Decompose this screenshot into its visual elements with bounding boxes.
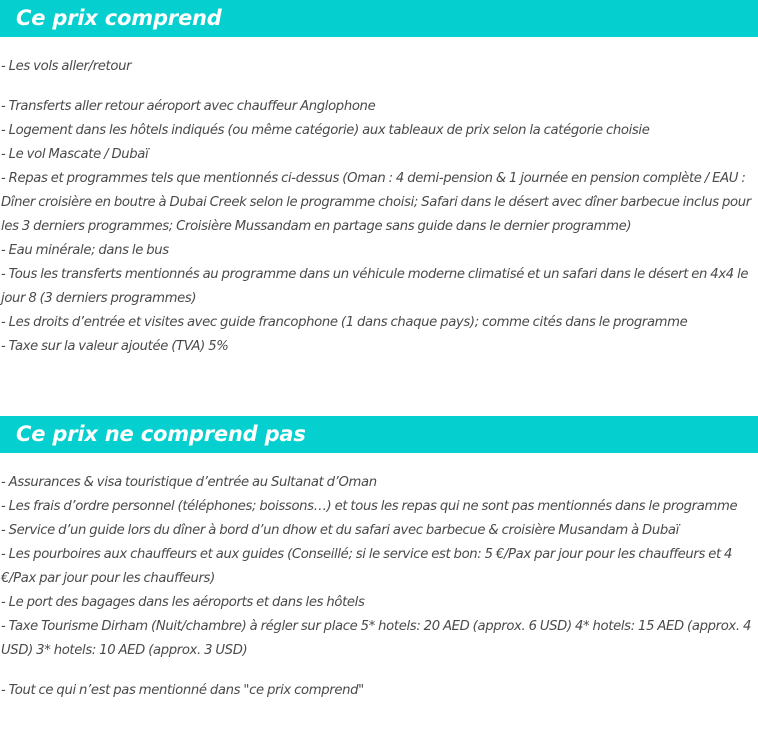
list-item: - Eau minérale; dans le bus	[1, 243, 169, 258]
page-bottom-spacer	[0, 703, 758, 733]
list-item: - Taxe sur la valeur ajoutée (TVA) 5%	[1, 339, 229, 354]
list-item: - Repas et programmes tels que mentionnés ci-dessus (Oman : 4 demi-pension & 1 journée en pension complète / EAU : Dîner croisière en boutre à Dubai Creek selon le programme choisi; Safari dans le désert avec dîner barbecue inclus pour les 3 derniers programmes; Croisière Mussandam en partage sans guide dans le dernier programme)	[1, 171, 751, 234]
list-item: - Assurances & visa touristique d’entrée au Sultanat d’Oman	[1, 475, 377, 490]
list-item: - Taxe Tourisme Dirham (Nuit/chambre) à régler sur place 5* hotels: 20 AED (approx. 6 USD) 4* hotels: 15 AED (approx. 4 USD) 3* hotels: 10 AED (approx. 3 USD)	[1, 619, 751, 658]
list-item: - Tout ce qui n’est pas mentionné dans "ce prix comprend"	[1, 683, 364, 698]
spacer-after-banner-included	[0, 37, 758, 55]
section-title-not-included: Ce prix ne comprend pas	[16, 422, 306, 446]
list-item: - Les vols aller/retour	[1, 59, 132, 74]
section-body-included	[0, 55, 758, 359]
section-banner-included	[0, 0, 758, 37]
spacer-between-sections	[0, 359, 758, 416]
list-item: - Le port des bagages dans les aéroports et dans les hôtels	[1, 595, 365, 610]
section-body-not-included	[0, 471, 758, 703]
spacer-before-trailing-note	[0, 663, 758, 679]
list-item: - Transferts aller retour aéroport avec chauffeur Anglophone	[1, 99, 376, 114]
list-item: - Les frais d’ordre personnel (téléphones; boissons…) et tous les repas qui ne sont pas mentionnés dans le programme	[1, 499, 738, 514]
section-banner-not-included	[0, 416, 758, 453]
list-item: - Logement dans les hôtels indiqués (ou même catégorie) aux tableaux de prix selon la catégorie choisie	[1, 123, 650, 138]
list-item: - Le vol Mascate / Dubaï	[1, 147, 149, 162]
spacer-after-banner-not-included	[0, 453, 758, 471]
list-item: - Tous les transferts mentionnés au programme dans un véhicule moderne climatisé et un safari dans le désert en 4x4 le jour 8 (3 derniers programmes)	[1, 267, 749, 306]
list-item: - Les pourboires aux chauffeurs et aux guides (Conseillé; si le service est bon: 5 €/Pax par jour pour les chauffeurs et 4 €/Pax par jour pour les chauffeurs)	[1, 547, 733, 586]
list-item: - Service d’un guide lors du dîner à bord d’un dhow et du safari avec barbecue & croisière Musandam à Dubaï	[1, 523, 679, 538]
spacer-inside-included	[0, 79, 758, 95]
section-title-included: Ce prix comprend	[16, 6, 222, 30]
list-item: - Les droits d’entrée et visites avec guide francophone (1 dans chaque pays); comme cités dans le programme	[1, 315, 688, 330]
